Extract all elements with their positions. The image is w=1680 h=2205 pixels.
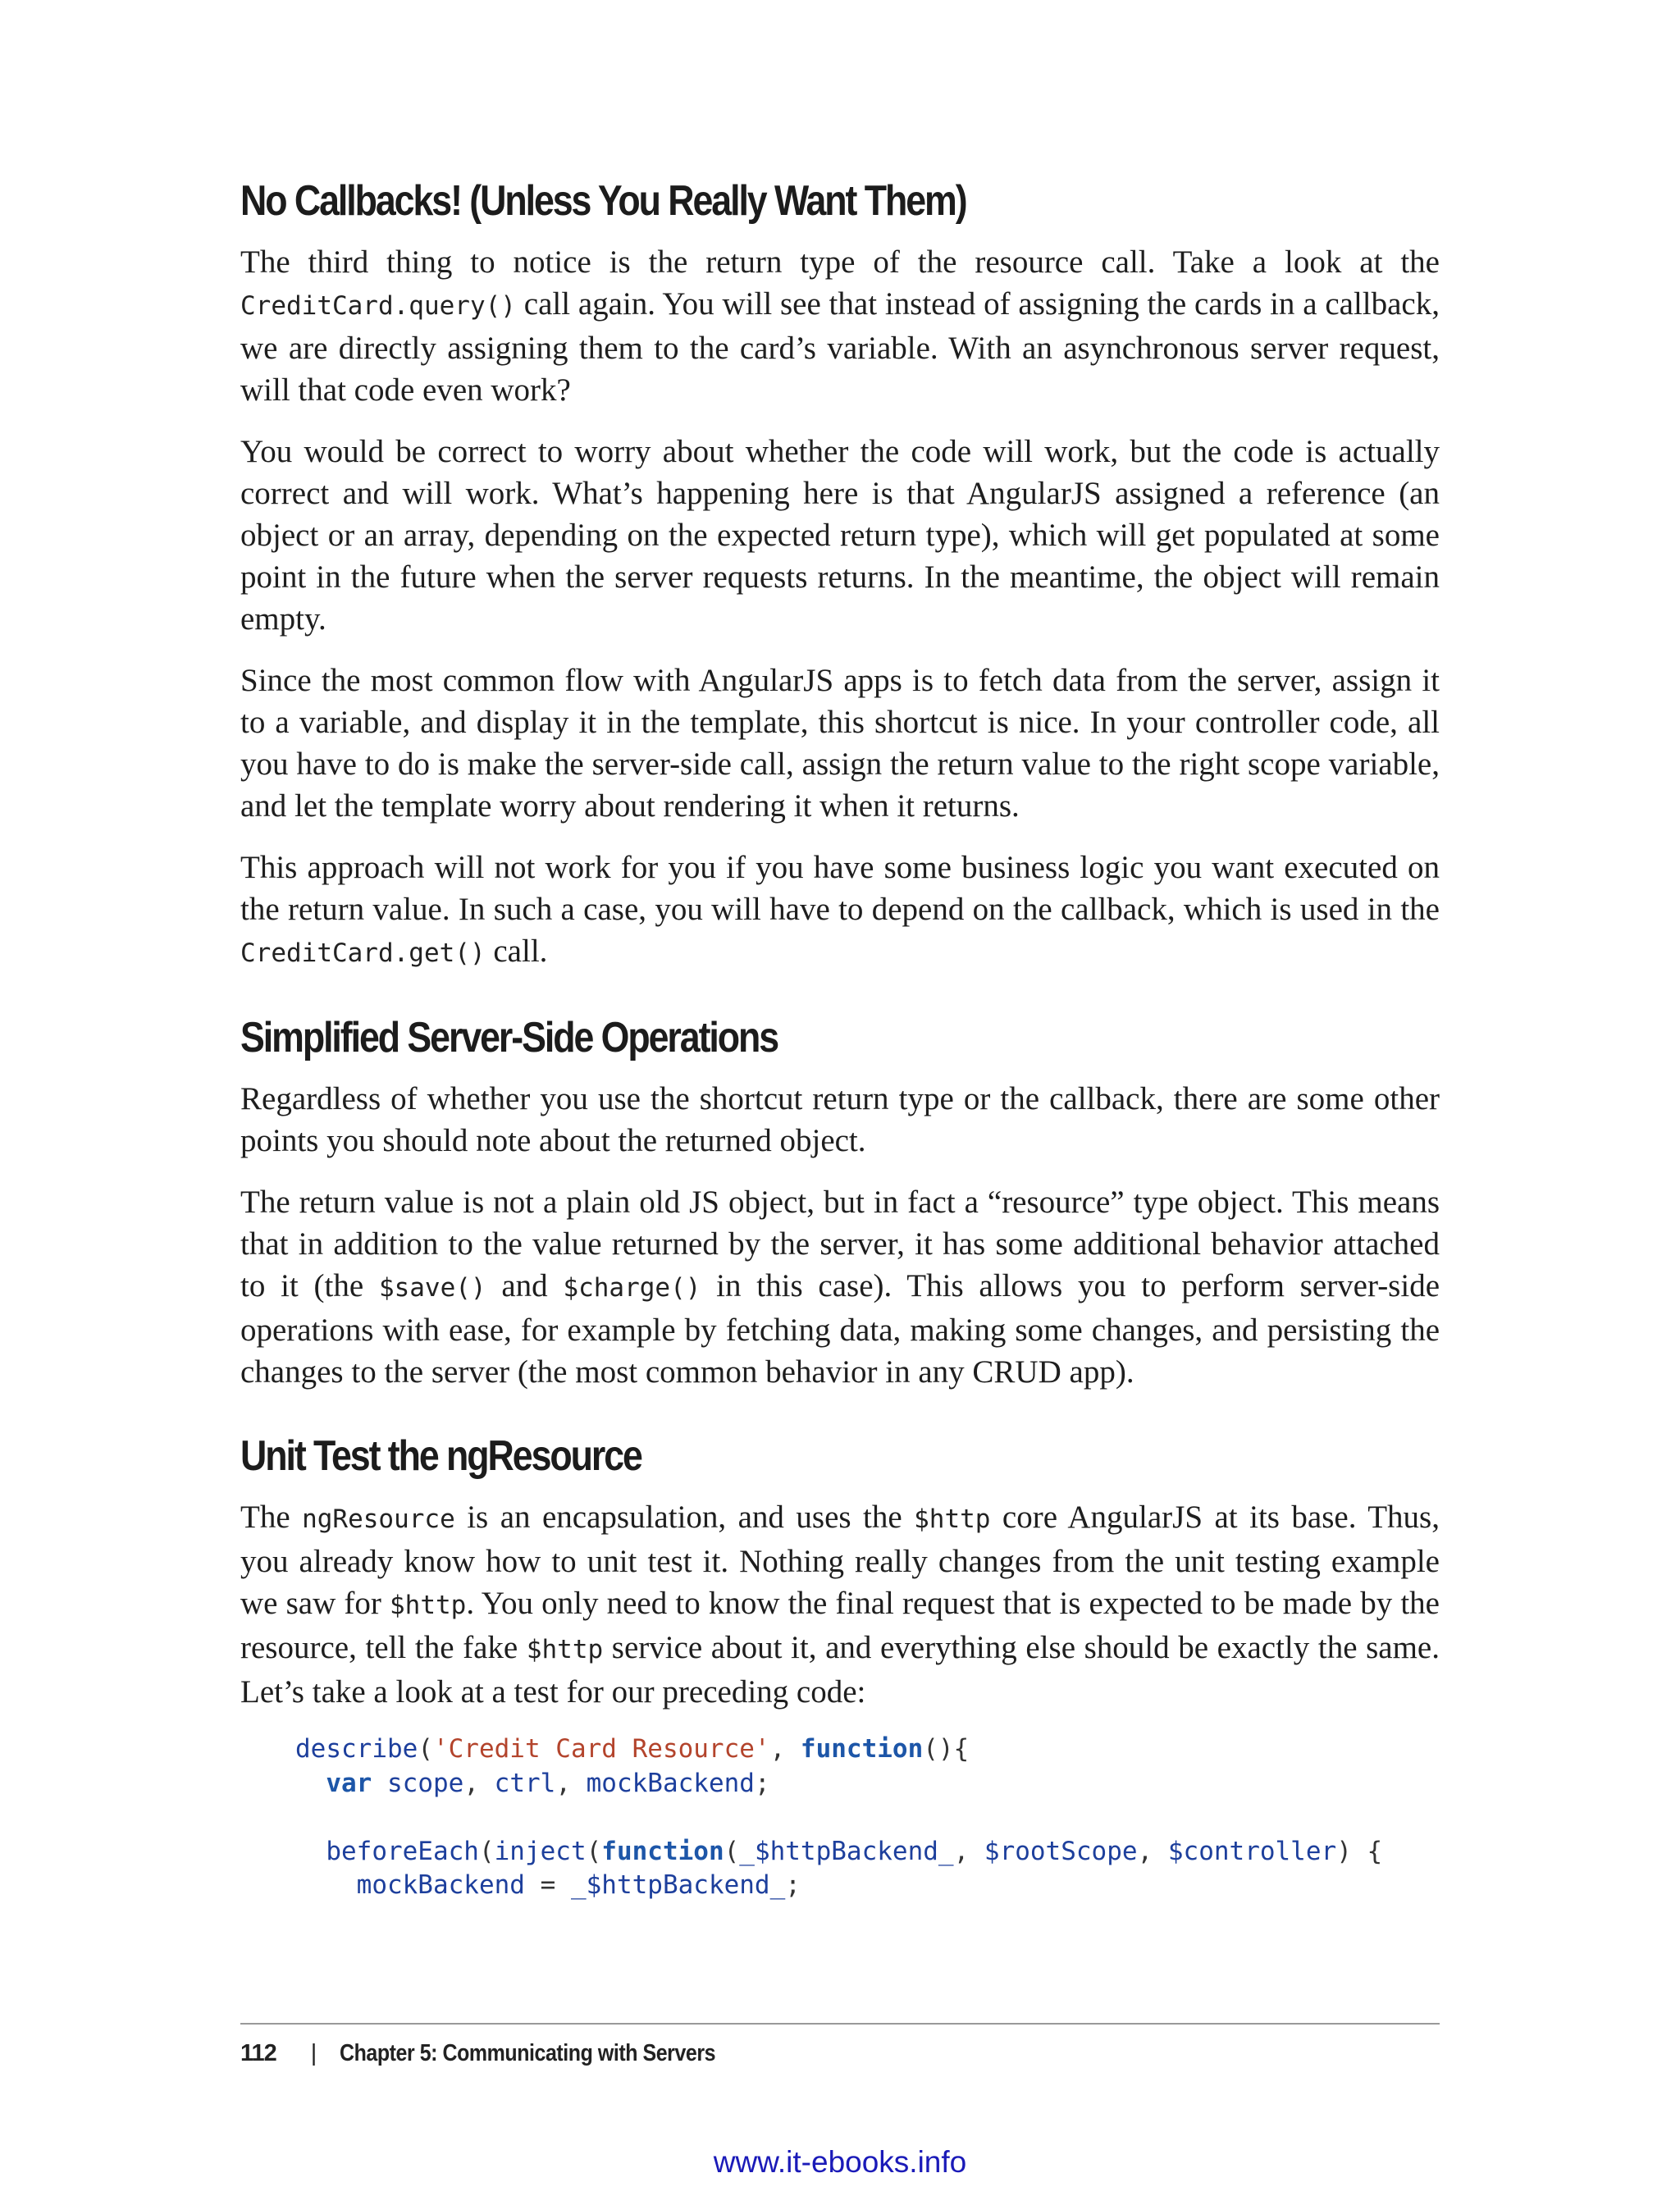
section-heading: Unit Test the ngResource xyxy=(240,1432,641,1480)
code-token: _$httpBackend_ xyxy=(570,1870,786,1900)
code-token: scope xyxy=(387,1768,464,1798)
code-token: mockBackend xyxy=(586,1768,755,1798)
chapter-title: Chapter 5: Communicating with Servers xyxy=(340,2039,716,2066)
paragraph: Since the most common flow with AngularJS apps is to fetch data from the server, assign it to a variable, and display it in the template, this shortcut is nice. In your controller code, all you have to do is make the server-side call, assign the return value to the right scope variable, and let the template worry about rendering it when it returns. xyxy=(240,663,1440,824)
inline-code: $charge() xyxy=(563,1273,701,1303)
inline-code: $save() xyxy=(378,1273,486,1303)
text-run: and xyxy=(486,1268,564,1303)
paragraph: Regardless of whether you use the shortcut return type or the callback, there are some other points you should note about the returned object. xyxy=(240,1081,1440,1158)
paragraph xyxy=(240,847,1440,975)
text-run: call. xyxy=(485,934,548,969)
code-token: function xyxy=(601,1836,724,1866)
code-token: describe xyxy=(295,1734,418,1764)
inline-code: ngResource xyxy=(302,1504,455,1534)
code-token: $controller xyxy=(1167,1836,1337,1866)
code-token: _$httpBackend_ xyxy=(739,1836,954,1866)
code-token: $rootScope xyxy=(984,1836,1138,1866)
paragraph xyxy=(240,241,1440,411)
section-unit-test xyxy=(240,1427,1440,1903)
code-token: ctrl xyxy=(494,1768,556,1798)
code-token: beforeEach xyxy=(326,1836,479,1866)
code-token: inject xyxy=(494,1836,587,1866)
text-run: call again. You will see that instead of assigning the cards in a callback, we are directly assigning them to the card’s variable. With an asynchronous server request, will that code even work? xyxy=(240,286,1440,408)
section-heading: Simplified Server-Side Operations xyxy=(240,1014,778,1061)
watermark-link[interactable]: www.it-ebooks.info xyxy=(713,2145,967,2179)
code-token: mockBackend xyxy=(356,1870,525,1900)
footer-rule xyxy=(240,2023,1440,2025)
text-run: in this case). This allows you to perform server-side operations with ease, for example by fetching data, making some changes, and persisting the changes to the server (the most common behavior in any CRUD app). xyxy=(240,1268,1440,1390)
text-run: core AngularJS at its base. Thus, you already know how to unit test it. Nothing really changes from the unit testing example we saw for xyxy=(240,1500,1440,1621)
inline-code: $http xyxy=(526,1635,604,1664)
text-run: The third thing to notice is the return type of the resource call. Take a look at the xyxy=(240,244,1440,280)
text-run: is an encapsulation, and uses the xyxy=(454,1500,915,1535)
inline-code: $http xyxy=(914,1504,991,1534)
code-block: describe('Credit Card Resource', function(){ var scope, ctrl, mockBackend; beforeEach(inject(function(_$httpBackend_, $rootScope, $controller) { mockBackend = _$httpBackend_; xyxy=(295,1734,1383,1900)
page-footer xyxy=(240,2034,777,2072)
section-heading: No Callbacks! (Unless You Really Want Them) xyxy=(240,177,966,225)
text-run: The xyxy=(240,1500,303,1535)
section-simplified-operations xyxy=(240,1009,1440,1393)
inline-code: CreditCard.query() xyxy=(240,291,516,321)
page-content xyxy=(240,172,1440,1903)
text-run: . You only need to know the final request that is expected to be made by the resource, tell the fake xyxy=(240,1586,1440,1665)
paragraph xyxy=(240,1496,1440,1713)
paragraph: You would be correct to worry about whether the code will work, but the code is actually correct and will work. What’s happening here is that AngularJS assigned a reference (an object or an array, depending on the expected return type), which will get populated at some point in the future when the server requests returns. In the meantime, the object will remain empty. xyxy=(240,434,1440,637)
page-number: 112 xyxy=(240,2039,276,2066)
section-no-callbacks xyxy=(240,172,1440,975)
paragraph xyxy=(240,1181,1440,1393)
footer-separator: | xyxy=(310,2039,317,2066)
text-run: service about it, and everything else should be exactly the same. Let’s take a look at a test for our preceding code: xyxy=(240,1630,1440,1710)
inline-code: $http xyxy=(390,1591,467,1620)
text-run: This approach will not work for you if you have some business logic you want executed on the return value. In such a case, you will have to depend on the callback, which is used in the xyxy=(240,850,1440,927)
inline-code: CreditCard.get() xyxy=(240,938,486,968)
code-token: var xyxy=(326,1768,372,1798)
text-run: The return value is not a plain old JS object, but in fact a “resource” type object. This means that in addition to the value returned by the server, it has some additional behavior attached to it (the xyxy=(240,1185,1440,1303)
code-token: function xyxy=(800,1734,924,1764)
code-token: 'Credit Card Resource' xyxy=(432,1734,770,1764)
